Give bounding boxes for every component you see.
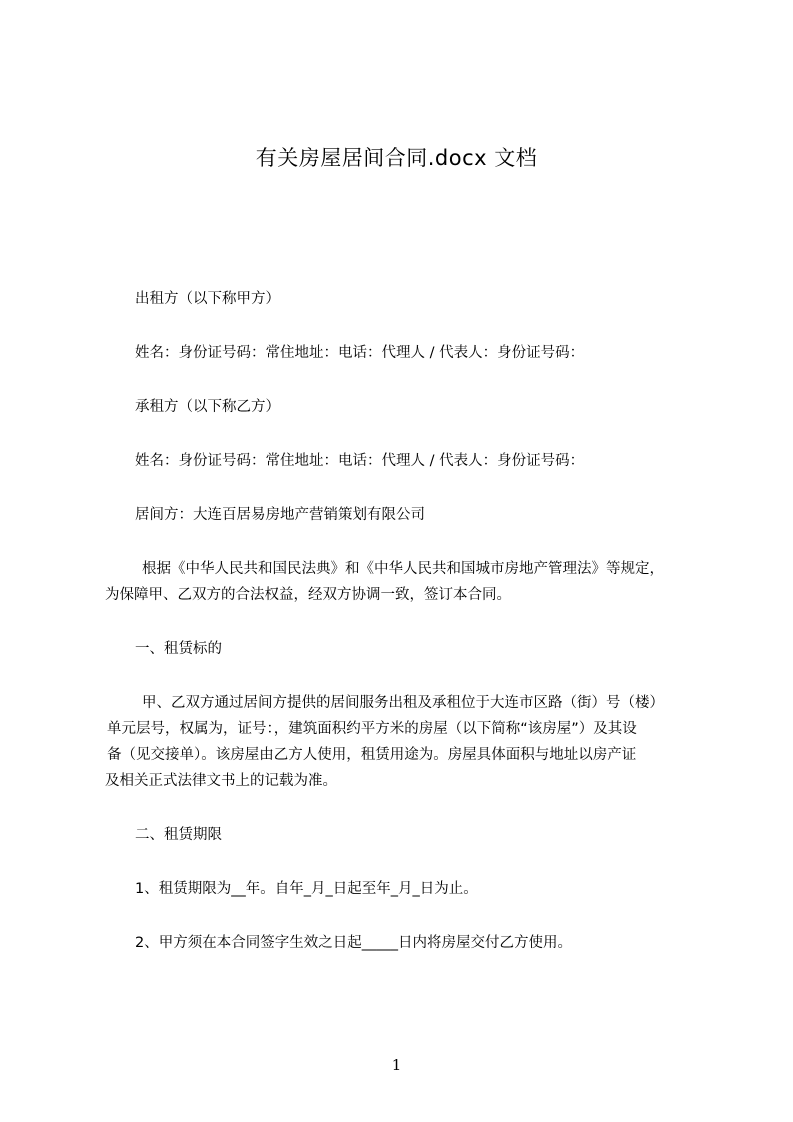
lessee-heading: 承租方（以下称乙方） — [135, 399, 280, 415]
document-title: 有关房屋居间合同.docx 文档 — [255, 146, 538, 170]
lessee-info-line: 姓名：身份证号码：常住地址：电话：代理人 / 代表人：身份证号码： — [135, 453, 585, 469]
preamble-line-2: 为保障甲、乙双方的合法权益，经双方协调一致，签订本合同。 — [105, 587, 511, 603]
section-1-heading: 一、租赁标的 — [135, 641, 222, 657]
section-2-item-2: 2、甲方须在本合同签字生效之日起_____日内将房屋交付乙方使用。 — [135, 935, 572, 951]
intermediary-line: 居间方：大连百居易房地产营销策划有限公司 — [135, 507, 425, 523]
lessor-info-line: 姓名：身份证号码：常住地址：电话：代理人 / 代表人：身份证号码： — [135, 345, 585, 361]
section-1-para-line-3: 备（见交接单）。该房屋由乙方人使用，租赁用途为。房屋具体面积与地址以房产证 — [107, 747, 637, 763]
lessor-heading: 出租方（以下称甲方） — [135, 291, 280, 307]
section-2-item-1: 1、租赁期限为__年。自年_月_日起至年_月_日为止。 — [135, 881, 478, 897]
section-1-para-line-1: 甲、乙双方通过居间方提供的居间服务出租及承租位于大连市区路（街）号（楼） — [142, 695, 664, 711]
page-number: 1 — [391, 1056, 402, 1074]
preamble-line-1: 根据《中华人民共和国民法典》和《中华人民共和国城市房地产管理法》等规定， — [142, 561, 664, 577]
section-1-para-line-2: 单元层号，权属为，证号：，建筑面积约平方米的房屋（以下简称“该房屋”）及其设 — [107, 721, 637, 737]
section-1-para-line-4: 及相关正式法律文书上的记载为准。 — [105, 773, 337, 789]
section-2-heading: 二、租赁期限 — [135, 827, 222, 843]
